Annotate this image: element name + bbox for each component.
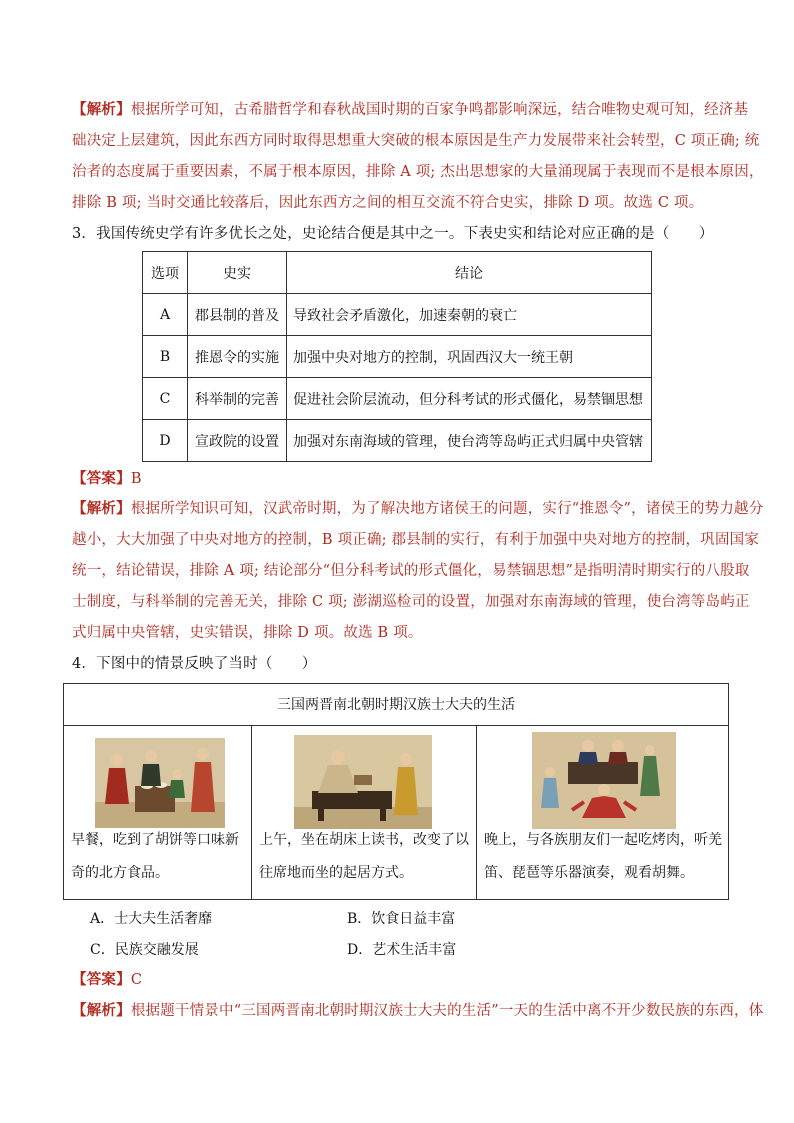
analysis-tag: 【解析】 xyxy=(72,500,131,517)
table-header-cell: 史实 xyxy=(188,252,287,294)
q3-analysis-line-4: 士制度，与科举制的完善无关，排除 C 项; 澎湖巡检司的设置，加强对东南海域的管理，使台湾等岛屿正 xyxy=(72,594,750,610)
q3-analysis-line-5: 式归属中央管辖，史实错误，排除 D 项。故选 B 项。 xyxy=(72,625,423,641)
table-header-row xyxy=(143,252,652,294)
answer-value: B xyxy=(130,471,142,487)
answer-tag: 【答案】 xyxy=(72,971,131,988)
scenario-caption: 上午，坐在胡床上读书，改变了以 往席地而坐的起居方式。 xyxy=(259,832,469,881)
q3-analysis-line-2: 越小，大大加强了中央对地方的控制，B 项正确; 郡县制的实行，有利于加强中央对地方的控制，巩固国家 xyxy=(72,532,760,548)
q3-analysis-line-3: 统一，结论错误，排除 A 项; 结论部分“但分科考试的形式僵化，易禁锢思想”是指明清时期实行的八股取 xyxy=(72,563,750,579)
answer-value: C xyxy=(130,972,143,988)
table-cell: 宣政院的设置 xyxy=(188,420,287,462)
table-cell: 科举制的完善 xyxy=(188,378,287,420)
table-cell: 郡县制的普及 xyxy=(188,294,287,336)
q4-analysis-line-1: 【解析】根据题干情景中“三国两晋南北朝时期汉族士大夫的生活”一天的生活中离不开少数民族的东西，体 xyxy=(72,1002,764,1019)
table-cell: 推恩令的实施 xyxy=(188,336,287,378)
q3-stem: 3．我国传统史学有许多优长之处，史论结合便是其中之一。下表史实和结论对应正确的是（ ） xyxy=(72,226,714,242)
scenario-cell-evening xyxy=(477,726,729,900)
reading-painting-image xyxy=(294,735,432,829)
q2-analysis-line-2: 础决定上层建筑，因此东西方同时取得思想重大突破的根本原因是生产力发展带来社会转型，C 项正确; 统 xyxy=(72,133,760,149)
analysis-tag: 【解析】 xyxy=(72,101,131,118)
scenario-title: 三国两晋南北朝时期汉族士大夫的生活 xyxy=(64,684,728,726)
q3-analysis-line-1: 【解析】根据所学知识可知，汉武帝时期，为了解决地方诸侯王的问题，实行“推恩令”，诸侯王的势力越分 xyxy=(72,500,764,517)
table-cell: 加强对东南海域的管理，使台湾等岛屿正式归属中央管辖 xyxy=(287,420,652,462)
option-c: C．民族交融发展 xyxy=(90,942,199,958)
q4-stem: 4．下图中的情景反映了当时（ ） xyxy=(72,656,317,672)
breakfast-painting-image xyxy=(95,738,225,828)
q2-analysis-line-1: 【解析】根据所学可知，古希腊哲学和春秋战国时期的百家争鸣都影响深远，结合唯物史观可知，经济基 xyxy=(72,101,749,118)
option-d: D．艺术生活丰富 xyxy=(347,942,457,958)
scenario-caption: 晚上，与各族朋友们一起吃烤肉，听羌 笛、琵琶等乐器演奏，观看胡舞。 xyxy=(484,832,722,881)
table-cell: A xyxy=(143,294,188,336)
q2-analysis-line-4: 排除 B 项; 当时交通比较落后，因此东西方之间的相互交流不符合史实，排除 D 项。故选 C 项。 xyxy=(72,195,704,211)
table-row xyxy=(143,294,652,336)
analysis-tag: 【解析】 xyxy=(72,1002,131,1019)
scenario-cell-morning xyxy=(252,726,477,900)
q4-answer xyxy=(72,970,722,990)
table-row xyxy=(143,378,652,420)
table-cell: D xyxy=(143,420,188,462)
option-b: B．饮食日益丰富 xyxy=(347,911,456,927)
table-row xyxy=(143,336,652,378)
evening-feast-painting-image xyxy=(532,732,676,829)
option-a: A．士大夫生活奢靡 xyxy=(90,911,213,927)
scenario-caption: 早餐，吃到了胡饼等口味新 奇的北方食品。 xyxy=(71,832,239,881)
table-cell: 导致社会矛盾激化，加速秦朝的衰亡 xyxy=(287,294,652,336)
table-cell: B xyxy=(143,336,188,378)
q2-analysis-line-3: 治者的态度属于重要因素，不属于根本原因，排除 A 项; 杰出思想家的大量涌现属于表现而不是根本原因， xyxy=(72,164,764,180)
table-cell: C xyxy=(143,378,188,420)
q4-scenario-box xyxy=(63,683,729,900)
table-header-cell: 选项 xyxy=(143,252,188,294)
q3-answer xyxy=(72,469,722,489)
answer-tag: 【答案】 xyxy=(72,470,131,487)
table-cell: 促进社会阶层流动，但分科考试的形式僵化，易禁锢思想 xyxy=(287,378,652,420)
scenario-cell-breakfast xyxy=(64,726,252,900)
table-header-cell: 结论 xyxy=(287,252,652,294)
table-cell: 加强中央对地方的控制，巩固西汉大一统王朝 xyxy=(287,336,652,378)
q3-table xyxy=(142,251,652,462)
table-row xyxy=(143,420,652,462)
